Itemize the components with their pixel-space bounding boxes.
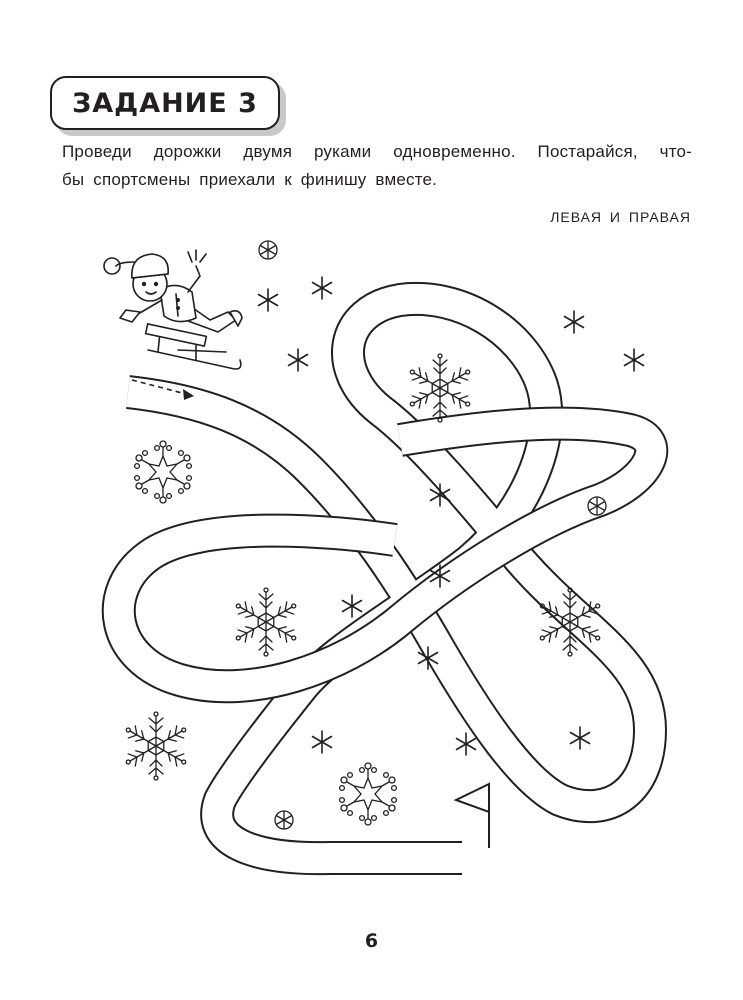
snowflake-icon — [233, 588, 299, 656]
snowflake-icon — [313, 277, 332, 299]
snowflake-icon — [123, 712, 189, 780]
task-title: ЗАДАНИЕ 3 — [50, 76, 280, 130]
finish-flag — [456, 784, 489, 848]
snowflake-icon — [259, 241, 277, 259]
snowflake-icon — [313, 731, 332, 753]
hand-label: ЛЕВАЯ И ПРАВАЯ — [550, 209, 691, 225]
snowflake-icon — [135, 441, 192, 503]
snowflake-icon — [457, 733, 476, 755]
snowflake-icon — [625, 349, 644, 371]
sledding-child-illustration — [104, 250, 242, 369]
snowflake-icon — [571, 727, 590, 749]
snowflake-icon — [275, 811, 293, 829]
maze-track — [119, 299, 652, 858]
snowflake-icon — [289, 349, 308, 371]
instructions-line-1: Проведи дорожки двумя руками одновременно. Постарайся, что- — [62, 142, 692, 161]
snowflake-icon — [407, 354, 473, 422]
page-number: 6 — [364, 930, 379, 952]
snowflake-icon — [565, 311, 584, 333]
snowflake-icon — [340, 763, 397, 825]
snowflake-icon — [343, 595, 362, 617]
snowflake-icon — [259, 289, 278, 311]
instructions-line-2: бы спортсмены приехали к финишу вместе. — [62, 170, 438, 189]
